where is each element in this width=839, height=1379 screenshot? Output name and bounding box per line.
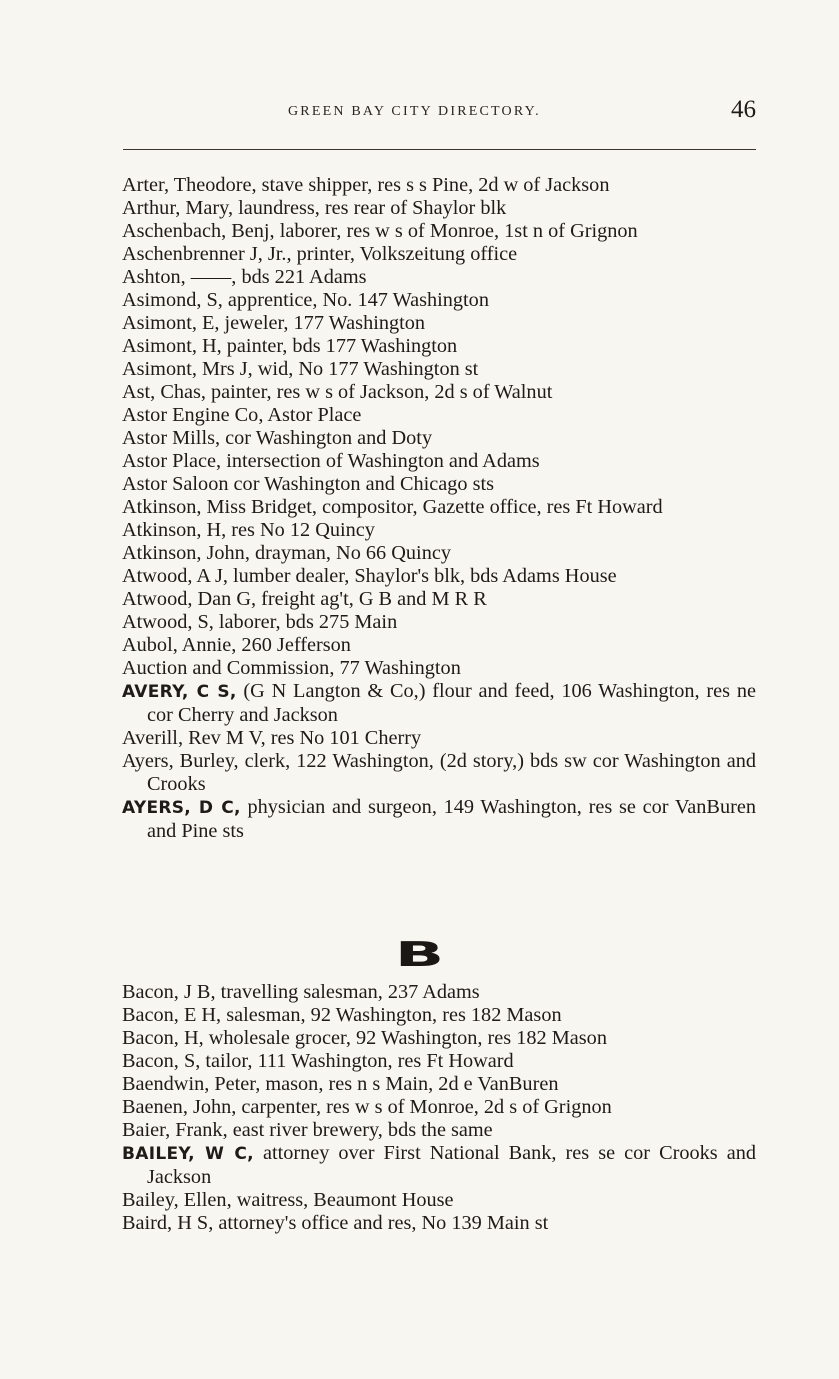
directory-entry (122, 473, 756, 496)
directory-entry (122, 796, 756, 843)
entry-text: Baenen, John, carpenter, res w s of Monroe, 2d s of Grignon (122, 1096, 612, 1118)
directory-entry (122, 1119, 756, 1142)
entry-text: Averill, Rev M V, res No 101 Cherry (122, 727, 422, 749)
directory-entry (122, 312, 756, 335)
directory-entry (122, 634, 756, 657)
directory-entry (122, 1189, 756, 1212)
entry-text: Auction and Commission, 77 Washington (122, 657, 461, 679)
entry-text: Atwood, Dan G, freight ag't, G B and M R R (122, 588, 487, 610)
directory-entry (122, 981, 756, 1004)
entry-text: Bailey, Ellen, waitress, Beaumont House (122, 1189, 454, 1211)
entry-text: Ashton, ——, bds 221 Adams (122, 266, 367, 288)
directory-entry (122, 197, 756, 220)
entry-text: physician and surgeon, 149 Washington, res se cor VanBuren and Pine sts (147, 796, 756, 842)
entry-text: Astor Saloon cor Washington and Chicago sts (122, 473, 495, 495)
entry-text: Bacon, E H, salesman, 92 Washington, res 182 Mason (122, 1004, 562, 1026)
directory-entry (122, 519, 756, 542)
directory-entry (122, 450, 756, 473)
directory-entry (122, 220, 756, 243)
directory-entry (122, 427, 756, 450)
entry-text: Baendwin, Peter, mason, res n s Main, 2d e VanBuren (122, 1073, 559, 1095)
entry-text: Atkinson, H, res No 12 Quincy (122, 519, 375, 541)
directory-entry (122, 1027, 756, 1050)
page-number: 46 (731, 96, 756, 123)
entry-text: Atkinson, Miss Bridget, compositor, Gazette office, res Ft Howard (122, 496, 663, 518)
directory-entry (122, 542, 756, 565)
entry-text: Baier, Frank, east river brewery, bds the same (122, 1119, 493, 1141)
entry-text: Baird, H S, attorney's office and res, No 139 Main st (122, 1212, 549, 1234)
entry-text: Ayers, Burley, clerk, 122 Washington, (2d story,) bds sw cor Washington and Crooks (122, 750, 756, 795)
entry-text: Bacon, J B, travelling salesman, 237 Adams (122, 981, 480, 1003)
entry-bold-name: AYERS, D C, (122, 798, 241, 818)
entry-text: Atwood, A J, lumber dealer, Shaylor's blk, bds Adams House (122, 565, 617, 587)
directory-entry (122, 266, 756, 289)
directory-entry (122, 727, 756, 750)
entry-text: Asimont, H, painter, bds 177 Washington (122, 335, 458, 357)
entry-text: Asimont, Mrs J, wid, No 177 Washington st (122, 358, 479, 380)
entry-text: Atwood, S, laborer, bds 275 Main (122, 611, 398, 633)
directory-entry (122, 358, 756, 381)
entry-text: Asimont, E, jeweler, 177 Washington (122, 312, 426, 334)
entry-text: Atkinson, John, drayman, No 66 Quincy (122, 542, 451, 564)
directory-entry (122, 1004, 756, 1027)
entry-text: attorney over First National Bank, res se cor Crooks and Jackson (147, 1142, 756, 1188)
header-rule (123, 149, 756, 150)
entry-text: Astor Mills, cor Washington and Doty (122, 427, 433, 449)
entry-text: Arter, Theodore, stave shipper, res s s Pine, 2d w of Jackson (122, 174, 610, 196)
directory-entry (122, 588, 756, 611)
entry-text: Arthur, Mary, laundress, res rear of Shaylor blk (122, 197, 507, 219)
directory-entry (122, 680, 756, 727)
directory-entry (122, 1073, 756, 1096)
directory-entry (122, 750, 756, 796)
directory-entry (122, 1096, 756, 1119)
directory-entry (122, 1142, 756, 1189)
entry-text: Asimond, S, apprentice, No. 147 Washington (122, 289, 489, 311)
directory-entry (122, 289, 756, 312)
section-a-entries (122, 174, 756, 843)
entry-text: Aschenbach, Benj, laborer, res w s of Monroe, 1st n of Grignon (122, 220, 638, 242)
entry-text: Bacon, S, tailor, 111 Washington, res Ft Howard (122, 1050, 514, 1072)
entry-text: Astor Engine Co, Astor Place (122, 404, 362, 426)
entry-text: Bacon, H, wholesale grocer, 92 Washington, res 182 Mason (122, 1027, 607, 1049)
entry-text: Ast, Chas, painter, res w s of Jackson, 2d s of Walnut (122, 381, 553, 403)
entry-bold-name: AVERY, C S, (122, 682, 237, 702)
directory-entry (122, 335, 756, 358)
entry-text: Astor Place, intersection of Washington and Adams (122, 450, 540, 472)
directory-entry (122, 1050, 756, 1073)
section-heading-letter: B (394, 935, 445, 975)
directory-entry (122, 243, 756, 266)
directory-entry (122, 496, 756, 519)
directory-entry (122, 174, 756, 197)
directory-entry (122, 1212, 756, 1235)
section-b-entries (122, 981, 756, 1235)
page-header (120, 96, 756, 130)
entry-bold-name: BAILEY, W C, (122, 1144, 254, 1164)
entry-text: Aschenbrenner J, Jr., printer, Volkszeitung office (122, 243, 518, 265)
running-head: GREEN BAY CITY DIRECTORY. (288, 104, 541, 119)
directory-entry (122, 565, 756, 588)
entry-text: Aubol, Annie, 260 Jefferson (122, 634, 351, 656)
directory-entry (122, 381, 756, 404)
directory-entry (122, 657, 756, 680)
entry-text: (G N Langton & Co,) flour and feed, 106 Washington, res ne cor Cherry and Jackson (147, 680, 756, 726)
directory-entry (122, 404, 756, 427)
directory-entry (122, 611, 756, 634)
